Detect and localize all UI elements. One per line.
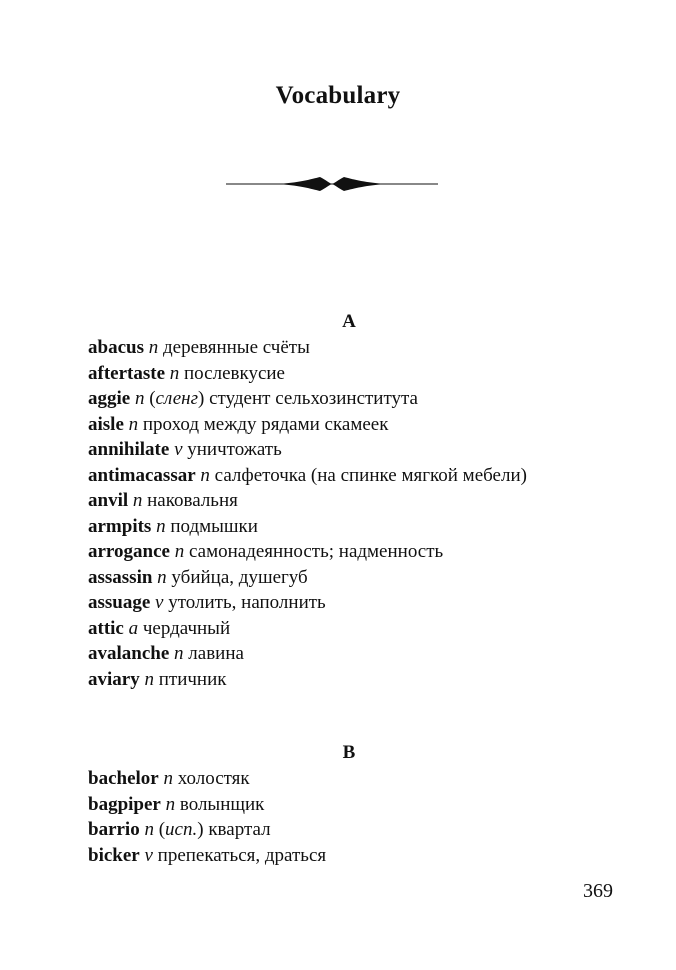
section-letter: B bbox=[342, 742, 356, 763]
definition: студент сельхозинститута bbox=[209, 388, 418, 409]
section-b bbox=[88, 740, 588, 868]
definition: лавина bbox=[188, 643, 244, 664]
headword: assuage bbox=[88, 592, 151, 613]
definition: холостяк bbox=[177, 768, 250, 789]
headword: avalanche bbox=[88, 643, 170, 664]
definition: утолить, наполнить bbox=[168, 592, 326, 613]
vocabulary-entry bbox=[88, 437, 588, 463]
definition: проход между рядами скамеек bbox=[142, 413, 389, 435]
headword: antimacassar bbox=[88, 464, 196, 486]
headword: aisle bbox=[88, 413, 124, 435]
entry-list bbox=[88, 335, 588, 692]
part-of-speech: a bbox=[128, 617, 139, 639]
vocabulary-entry bbox=[88, 361, 588, 387]
headword: abacus bbox=[88, 337, 144, 358]
definition: самонадеянность; надменность bbox=[188, 541, 444, 562]
part-of-speech: n bbox=[144, 668, 154, 690]
headword: barrio bbox=[88, 819, 140, 840]
part-of-speech: n bbox=[156, 515, 166, 537]
vocabulary-entry bbox=[88, 335, 588, 361]
part-of-speech: n bbox=[132, 490, 143, 511]
entry-list bbox=[88, 766, 588, 868]
headword: aggie bbox=[88, 388, 131, 409]
vocabulary-entry bbox=[88, 641, 588, 667]
vocabulary-entry bbox=[88, 766, 588, 792]
part-of-speech: n bbox=[200, 464, 210, 486]
headword: bagpiper bbox=[88, 793, 161, 815]
definition: наковальня bbox=[147, 490, 238, 511]
part-of-speech: n bbox=[174, 643, 184, 664]
vocabulary-entry bbox=[88, 463, 588, 489]
headword: aftertaste bbox=[88, 362, 166, 384]
definition: салфеточка (на спинке мягкой мебели) bbox=[214, 464, 527, 486]
usage-note: сленг bbox=[155, 388, 199, 409]
vocabulary-entry bbox=[88, 488, 588, 514]
definition: волынщик bbox=[179, 793, 265, 815]
definition: деревянные счёты bbox=[162, 337, 310, 358]
part-of-speech: n bbox=[134, 388, 145, 409]
part-of-speech: v bbox=[174, 439, 183, 460]
part-of-speech: n bbox=[165, 793, 176, 815]
headword: bachelor bbox=[88, 768, 159, 789]
vocabulary-entry bbox=[88, 539, 588, 565]
usage-note: исп. bbox=[165, 819, 198, 840]
definition: чердачный bbox=[142, 617, 231, 639]
part-of-speech: n bbox=[163, 768, 173, 789]
vocabulary-entry bbox=[88, 792, 588, 818]
headword: annihilate bbox=[88, 439, 170, 460]
definition: уничтожать bbox=[187, 439, 282, 460]
headword: armpits bbox=[88, 515, 152, 537]
vocabulary-entry bbox=[88, 412, 588, 438]
vocabulary-entry: aggie n (сленг) студент сельхозинститута bbox=[88, 388, 418, 409]
part-of-speech: n bbox=[148, 337, 159, 358]
part-of-speech: n bbox=[174, 541, 185, 562]
definition: послевкусие bbox=[184, 362, 285, 384]
definition: убийца, душегуб bbox=[171, 566, 308, 588]
page-number: 369 bbox=[583, 880, 613, 902]
vocabulary-entry bbox=[88, 616, 588, 642]
section-letter: A bbox=[342, 311, 356, 332]
part-of-speech: v bbox=[155, 592, 164, 613]
vocabulary-entry: barrio n (исп.) квартал bbox=[88, 819, 271, 840]
definition: препекаться, драться bbox=[157, 844, 327, 866]
vocabulary-entry bbox=[88, 590, 588, 616]
headword: attic bbox=[88, 617, 124, 639]
definition: подмышки bbox=[170, 515, 258, 537]
vocabulary-entry bbox=[88, 843, 588, 869]
definition: квартал bbox=[208, 819, 271, 840]
section-a bbox=[88, 309, 588, 692]
vocabulary-entry bbox=[88, 667, 588, 693]
part-of-speech: n bbox=[144, 819, 154, 840]
headword: assassin bbox=[88, 566, 153, 588]
ornament-divider bbox=[226, 172, 438, 196]
headword: bicker bbox=[88, 844, 140, 866]
page-title: Vocabulary bbox=[275, 82, 401, 109]
part-of-speech: n bbox=[128, 413, 139, 435]
vocabulary-entry bbox=[88, 514, 588, 540]
definition: птичник bbox=[158, 668, 227, 690]
part-of-speech: n bbox=[157, 566, 167, 588]
headword: arrogance bbox=[88, 541, 170, 562]
part-of-speech: n bbox=[169, 362, 180, 384]
headword: anvil bbox=[88, 490, 129, 511]
vocabulary-entry bbox=[88, 565, 588, 591]
headword: aviary bbox=[88, 668, 140, 690]
part-of-speech: v bbox=[144, 844, 153, 866]
